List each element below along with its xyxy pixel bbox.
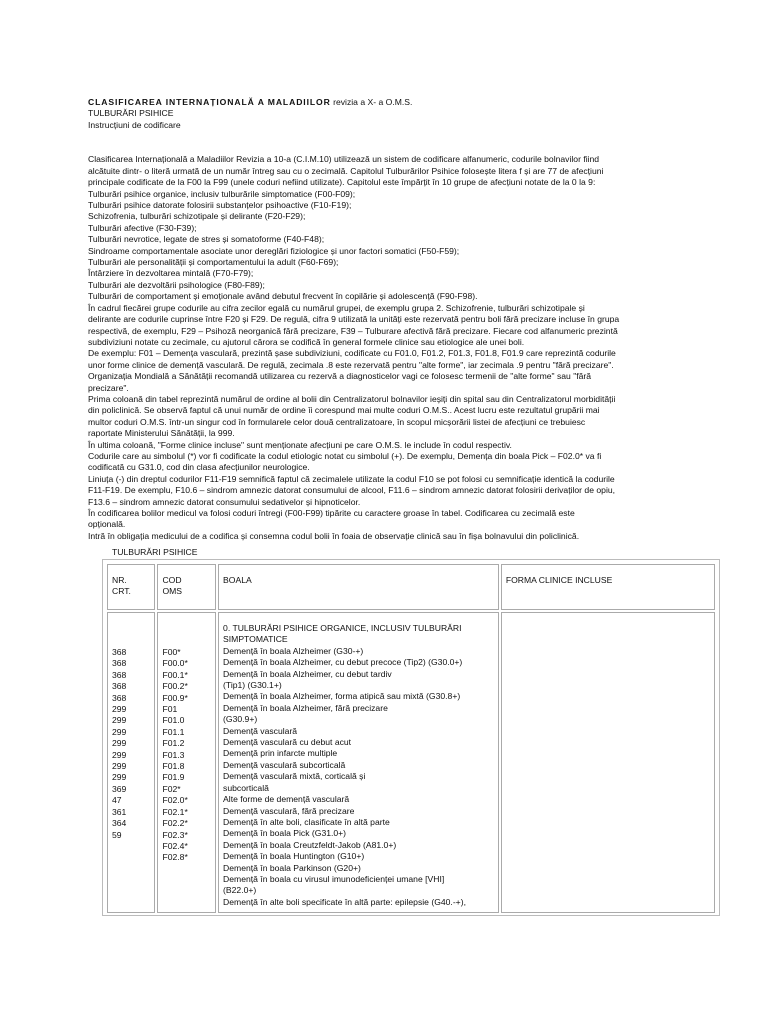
boala-line: Demență vasculară subcorticală [223,759,346,770]
body-line: Tulburări afective (F30-F39); [88,222,197,233]
body-line: Tulburări psihice datorate folosirii substanțelor psihoactive (F10-F19); [88,200,352,211]
body-line: Tulburări psihice organice, inclusiv tulburările simptomatice (F00-F09); [88,188,356,199]
body-line: principale codificate de la F00 la F99 (unele coduri nefiind utilizate). Capitolul este împărțit în 10 grupe de afecțiuni notate de la 0 la 9: [88,177,596,188]
body-line: Organizația Mondială a Sănătății recomandă utilizarea cu rezervă a diagnosticelor vagi ce folosesc termenii de "alte forme" sau "fără [88,371,592,382]
body-line: F13.6 – sindrom amnezic datorat consumului sedativelor și hipnoticelor. [88,496,361,507]
body-line: raportate Ministerului Sănătății, la 999. [88,428,235,439]
cod-value: F01.2 [162,738,185,749]
boala-line: (G30.9+) [223,714,258,725]
nr-value: 299 [112,738,127,749]
nr-value: 299 [112,772,127,783]
cod-value: F00.1* [162,669,188,680]
body-line: Prima coloană din tabel reprezintă numărul de ordine al bolii din Centralizatorul bolnavilor ieșiți din spital sau din Centralizatorul morbidității [88,393,616,404]
nr-value: 299 [112,704,127,715]
cod-value: F01 [162,704,178,715]
nr-value: 368 [112,647,127,657]
instructions-body [88,143,728,542]
cod-oms-cell [157,612,216,913]
cod-value: F01.3 [162,749,185,760]
cod-value: F02.4* [162,840,188,851]
table-row [107,612,715,913]
boala-line: (Tip1) (G30.1+) [223,680,282,691]
boala-line: Demență în boala Alzheimer (G30-+) [223,645,364,656]
table-caption: TULBURĂRI PSIHICE [112,547,198,557]
body-line: Tulburări de comportament și emoționale având debutul frecvent în copilărie și adolescență (F90-F98). [88,291,478,302]
nr-value: 299 [112,761,127,772]
cod-value: F02.0* [162,795,188,806]
boala-line: Demență prin infarcte multiple [223,748,338,759]
header-boala: BOALA [218,564,499,610]
cod-value: F00.2* [162,681,188,692]
cod-value: F00.9* [162,692,188,703]
header-cod-oms: COD OMS [157,564,216,610]
body-line: Codurile care au simbolul (*) vor fi codificate la codul etiologic notat cu simbolul (+). De exemplu, Demența din boala Pick – F02.0* va fi [88,450,602,461]
cod-value: F02.2* [162,818,188,829]
cod-value: F00* [162,647,181,657]
cod-value: F01.1 [162,726,185,737]
boala-cell [218,612,499,913]
nr-value: 364 [112,818,127,829]
boala-line: Demență în boala Alzheimer, cu debut precoce (Tip2) (G30.0+) [223,657,463,668]
body-line: alcătuite dintr- o literă urmată de un număr întreg sau cu o zecimală. Capitolul Tulburărilor Psihice folosește litera f și are 77 de afecțiuni [88,165,604,176]
boala-line: 0. TULBURĂRI PSIHICE ORGANICE, INCLUSIV TULBURĂRI [223,623,462,633]
disease-table [105,562,717,915]
nr-value: 299 [112,726,127,737]
boala-line: subcorticală [223,782,269,793]
body-line: delirante are codurile cuprinse între F20 și F29. De regulă, cifra 9 utilizată la unități este rezervată pentru boli fără precizare incluse în grupa [88,314,620,325]
nr-value: 368 [112,692,127,703]
disease-table-frame [102,559,720,916]
body-line: De exemplu: F01 – Demența vasculară, prezintă șase subdiviziuni, codificate cu F01.0, F01.2, F01.3, F01.8, F01.9 care reprezintă codurile [88,348,616,359]
document-subtitle: TULBURĂRI PSIHICE [88,108,174,119]
nr-value: 59 [112,829,122,840]
body-line: Intră în obligația medicului de a codifica și consemna codul bolii în foaia de observație clinică sau în fișa bolnavului din policlinică. [88,530,580,541]
boala-line: Demență vasculară cu debut acut [223,737,352,748]
cod-value: F02.1* [162,806,188,817]
body-line: Liniuța (-) din dreptul codurilor F11-F19 semnifică faptul că zecimalele utilizate la codul F10 se pot folosi cu semnificație identică la codurile [88,473,615,484]
nr-value: 361 [112,806,127,817]
boala-line: Demență în boala Alzheimer, cu debut tardiv [223,668,392,679]
body-line: Schizofrenia, tulburări schizotipale și delirante (F20-F29); [88,211,306,222]
body-line: unor forme clinice de demență vasculară. De regulă, zecimala .8 este rezervată pentru "alte forme", iar zecimala .9 pentru "fără precizare". [88,359,614,370]
boala-line: Demență în alte boli, clasificate în altă parte [223,816,390,827]
cod-value: F02* [162,783,181,794]
body-line [88,143,728,154]
nr-value: 299 [112,749,127,760]
nr-value: 368 [112,669,127,680]
cod-value: F01.9 [162,772,185,783]
boala-line: Demență în boala Huntington (G10+) [223,851,365,862]
body-line: În ultima coloană, "Forme clinice incluse" sunt menționate afecțiuni pe care O.M.S. le include în codul respectiv. [88,439,512,450]
cod-value: F02.8* [162,852,188,863]
cod-value: F01.0 [162,715,185,726]
header-nr-crt: NR. CRT. [107,564,155,610]
body-line: În cadrul fiecărei grupe codurile au cifra zecilor egală cu numărul grupei, de exemplu grupa 2. Schizofrenie, tulburări schizotipale și [88,302,585,313]
body-line: Întârziere în dezvoltarea mintală (F70-F79); [88,268,254,279]
title-revision: revizia a X- a O.M.S. [330,97,413,107]
nr-crt-cell [107,612,155,913]
document-header [88,97,728,131]
cod-value: F02.3* [162,829,188,840]
nr-value: 47 [112,795,122,806]
instructions-heading: Instrucțiuni de codificare [88,119,181,130]
cod-value: F01.8 [162,761,185,772]
body-line: F11-F19. De exemplu, F10.6 – sindrom amnezic datorat consumului de alcool, F11.6 – sindrom amnezic datorat folosirii derivaților de opiu, [88,485,616,496]
body-line: Tulburări nevrotice, legate de stres și somatoforme (F40-F48); [88,234,325,245]
body-line: Tulburări ale personalității și comportamentului la adult (F60-F69); [88,257,339,268]
table-header-row [107,564,715,610]
boala-line: Demență în boala Alzheimer, forma atipică sau mixtă (G30.8+) [223,691,461,702]
boala-line: (B22.0+) [223,885,257,896]
body-line: În codificarea bolilor medicul va folosi coduri întregi (F00-F99) tipărite cu caractere groase în tabel. Codificarea cu zecimală este [88,508,575,518]
body-line: multor coduri O.M.S. într-un singur cod în formularele celor două centralizatoare, în scopul micșorării listei de afecțiuni ce trebuiesc [88,416,586,427]
cod-value: F00.0* [162,658,188,669]
boala-line: Demență vasculară, fără precizare [223,805,355,816]
boala-line: Demență în boala Creutzfeldt-Jakob (A81.0+) [223,839,397,850]
nr-value: 368 [112,658,127,669]
boala-line: Demență în boala Alzheimer, fără precizare [223,702,388,713]
boala-line: Alte forme de demență vasculară [223,794,350,805]
nr-value: 369 [112,783,127,794]
boala-line: Demență în alte boli specificate în altă parte: epilepsie (G40.-+), [223,896,466,907]
body-line: opțională. [88,519,126,530]
body-line: din policlinică. Se observă faptul că unui număr de ordine îi corespund mai multe coduri O.M.S.. Acest lucru este rezultatul grupării mai [88,405,600,416]
boala-line: Demență vasculară mixtă, corticală și [223,771,366,782]
body-line: precizare". [88,382,129,393]
boala-line: Demență în boala Parkinson (G20+) [223,862,361,873]
body-line: Tulburări ale dezvoltării psihologice (F80-F89); [88,279,265,290]
body-line: subdiviziuni notate cu zecimale, cu ajutorul cărora se codifică în general formele clinice sau etiologice ale unei boli. [88,336,525,347]
body-line: codificată cu G31.0, cod din clasa afecțiunilor neurologice. [88,462,310,473]
nr-value: 368 [112,681,127,692]
boala-line: Demență vasculară [223,725,298,736]
boala-line: Demență în boala Pick (G31.0+) [223,828,347,839]
forma-clinice-cell [501,612,715,913]
boala-line: Demență în boala cu virusul imunodeficienței umane [VHI] [223,873,445,884]
body-line: Clasificarea Internațională a Maladiilor Revizia a 10-a (C.I.M.10) utilizează un sistem de codificare alfanumeric, codurile bolnavilor fiind [88,154,600,165]
title-bold-part: CLASIFICAREA INTERNAȚIONALĂ A MALADIILOR [88,97,331,107]
body-line: respectivă, de exemplu, F29 – Psihoză neorganică fără precizare, F39 – Tulburare afectivă fără precizare. Fiecare cod alfanumeric prezintă [88,325,618,336]
body-line: Sindroame comportamentale asociate unor dereglări fiziologice și unor factori somatici (F50-F59); [88,245,460,256]
nr-value: 299 [112,715,127,726]
document-title [88,97,728,108]
boala-line: SIMPTOMATICE [223,634,288,645]
header-forma-clinice: FORMA CLINICE INCLUSE [501,564,715,610]
